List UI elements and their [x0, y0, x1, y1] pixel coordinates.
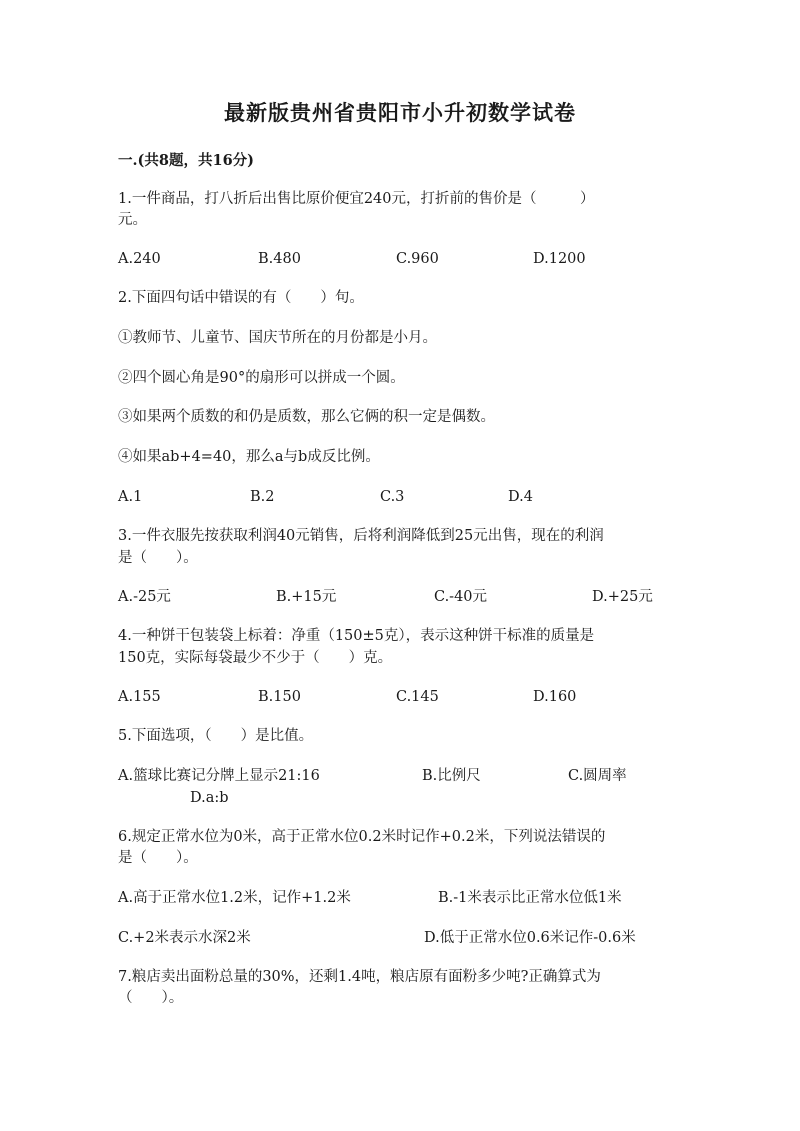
question-1-option-a: A.240	[118, 251, 161, 267]
question-6-option-b: B.-1米表示比正常水位低1米	[438, 890, 622, 906]
question-2-option-a: A.1	[118, 489, 143, 505]
question-2-statement-4: ④如果ab+4=40，那么a与b成反比例。	[118, 449, 380, 465]
question-2-statement-1: ①教师节、儿童节、国庆节所在的月份都是小月。	[118, 330, 437, 346]
question-3-option-d: D.+25元	[592, 589, 653, 605]
question-3-option-c: C.-40元	[434, 589, 488, 605]
question-4-option-b: B.150	[258, 689, 301, 705]
question-3-stem: 3.一件衣服先按获取利润40元销售，后将利润降低到25元出售，现在的利润	[118, 528, 604, 544]
question-2-stem: 2.下面四句话中错误的有（ ）句。	[118, 290, 364, 306]
question-1-option-d: D.1200	[533, 251, 586, 267]
question-7-stem: 7.粮店卖出面粉总量的30%，还剩1.4吨，粮店原有面粉多少吨?正确算式为	[118, 969, 601, 985]
question-4-option-a: A.155	[118, 689, 161, 705]
question-1-stem: 1.一件商品，打八折后出售比原价便宜240元，打折前的售价是（ ）	[118, 191, 595, 207]
question-3-stem-cont: 是（ ）。	[118, 550, 198, 566]
page-title: 最新版贵州省贵阳市小升初数学试卷	[224, 100, 576, 125]
question-5-option-b: B.比例尺	[422, 768, 481, 784]
question-3-option-a: A.-25元	[118, 589, 171, 605]
question-6-stem: 6.规定正常水位为0米，高于正常水位0.2米时记作+0.2米，下列说法错误的	[118, 829, 606, 845]
question-5-stem: 5.下面选项，（ ）是比值。	[118, 728, 314, 744]
question-6-option-d: D.低于正常水位0.6米记作-0.6米	[424, 930, 636, 946]
question-2-statement-3: ③如果两个质数的和仍是质数，那么它俩的积一定是偶数。	[118, 409, 495, 425]
question-1-option-c: C.960	[396, 251, 439, 267]
question-7-stem-cont: （ ）。	[118, 990, 184, 1006]
question-1-option-b: B.480	[258, 251, 301, 267]
question-4-option-d: D.160	[533, 689, 577, 705]
question-5-option-c: C.圆周率	[568, 768, 627, 784]
question-1-stem-cont: 元。	[118, 212, 147, 228]
question-6-stem-cont: 是（ ）。	[118, 850, 198, 866]
question-6-option-c: C.+2米表示水深2米	[118, 930, 251, 946]
question-2-option-b: B.2	[250, 489, 275, 505]
question-6-option-a: A.高于正常水位1.2米，记作+1.2米	[118, 890, 351, 906]
question-5-option-d: D.a:b	[190, 790, 229, 806]
question-2-option-d: D.4	[508, 489, 533, 505]
question-2-option-c: C.3	[380, 489, 405, 505]
question-2-statement-2: ②四个圆心角是90°的扇形可以拼成一个圆。	[118, 370, 405, 386]
section-heading: 一.(共8题，共16分)	[118, 152, 255, 169]
question-4-stem: 4.一种饼干包装袋上标着：净重（150±5克），表示这种饼干标准的质量是	[118, 628, 595, 644]
question-5-option-a: A.篮球比赛记分牌上显示21:16	[118, 768, 320, 784]
question-3-option-b: B.+15元	[276, 589, 337, 605]
question-4-stem-cont: 150克，实际每袋最少不少于（ ）克。	[118, 650, 393, 666]
question-4-option-c: C.145	[396, 689, 439, 705]
